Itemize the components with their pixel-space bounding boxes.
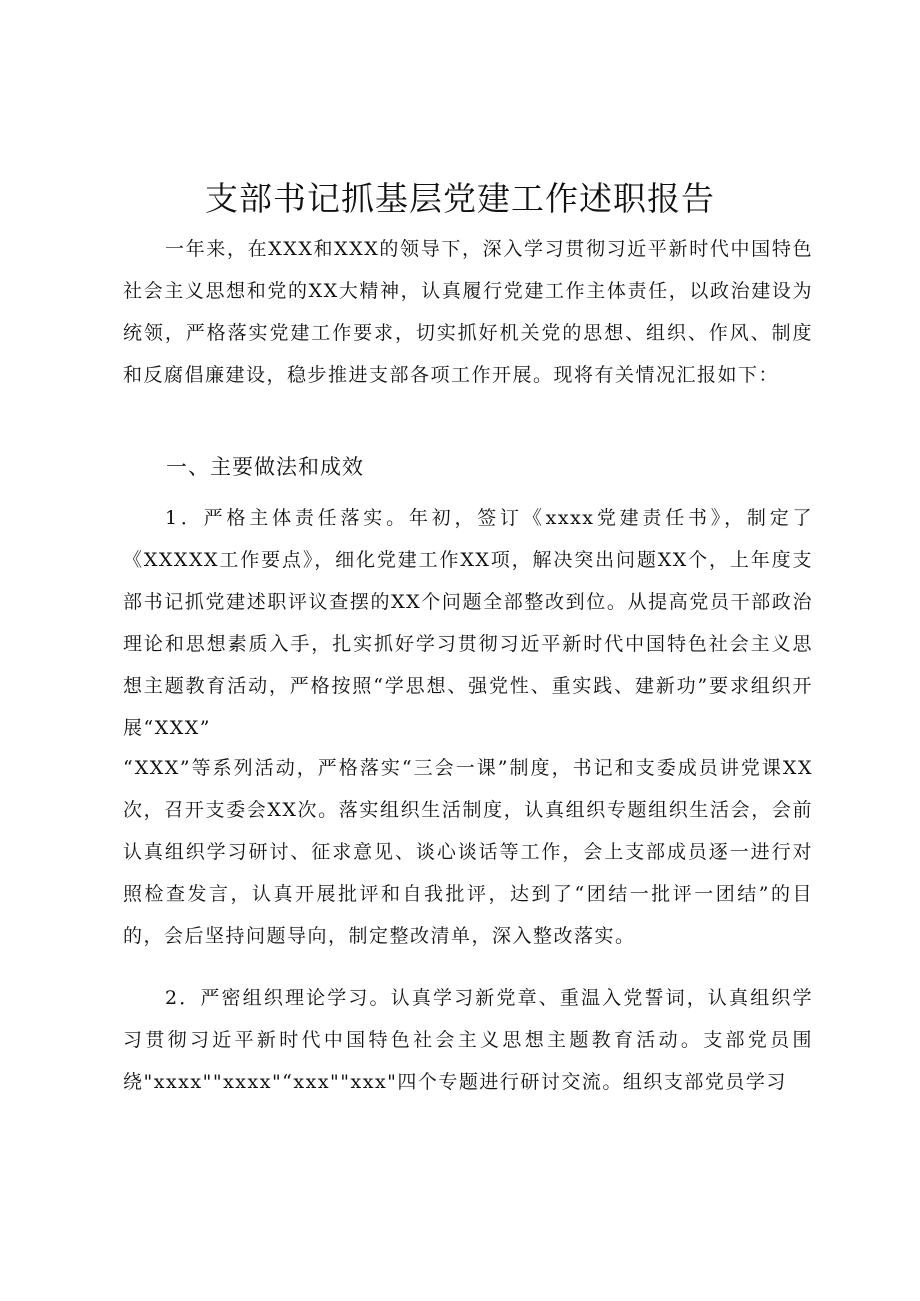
item-2-paragraph: 2．严密组织理论学习。认真学习新党章、重温入党誓词，认真组织学习贯彻习近平新时代中国特色社会主义思想主题教育活动。支部党员围绕"xxxx""xxxx"“xxx""xxx"四个专题进行研讨交流。组织支部党员学习 [123,987,813,1093]
item-1-continuation-paragraph: “XXX”等系列活动，严格落实“三会一课”制度，书记和支委成员讲党课XX次，召开支委会XX次。落实组织生活制度，认真组织专题组织生活会，会前认真组织学习研讨、征求意见、谈心谈话等工作，会上支部成员逐一进行对照检查发言，认真开展批评和自我批评，达到了“团结一批评一团结”的目的，会后坚持问题导向，制定整改清单，深入整改落实。 [123,757,813,947]
item-1-paragraph: 1．严格主体责任落实。年初，签订《xxxx党建责任书》，制定了《XXXXX工作要点》，细化党建工作XX项，解决突出问题XX个，上年度支部书记抓党建述职评议查摆的XX个问题全部整改到位。从提高党员干部政治理论和思想素质入手，扎实抓好学习贯彻习近平新时代中国特色社会主义思想主题教育活动，严格按照“学思想、强党性、重实践、建新功”要求组织开展“XXX” [123,507,813,739]
document-title: 支部书记抓基层党建工作述职报告 [205,179,715,218]
section-heading: 一、主要做法和成效 [166,455,364,479]
intro-paragraph: 一年来，在XXX和XXX的领导下，深入学习贯彻习近平新时代中国特色社会主义思想和党的XX大精神，认真履行党建工作主体责任，以政治建设为统领，严格落实党建工作要求，切实抓好机关党的思想、组织、作风、制度和反腐倡廉建设，稳步推进支部各项工作开展。现将有关情况汇报如下： [123,238,813,386]
